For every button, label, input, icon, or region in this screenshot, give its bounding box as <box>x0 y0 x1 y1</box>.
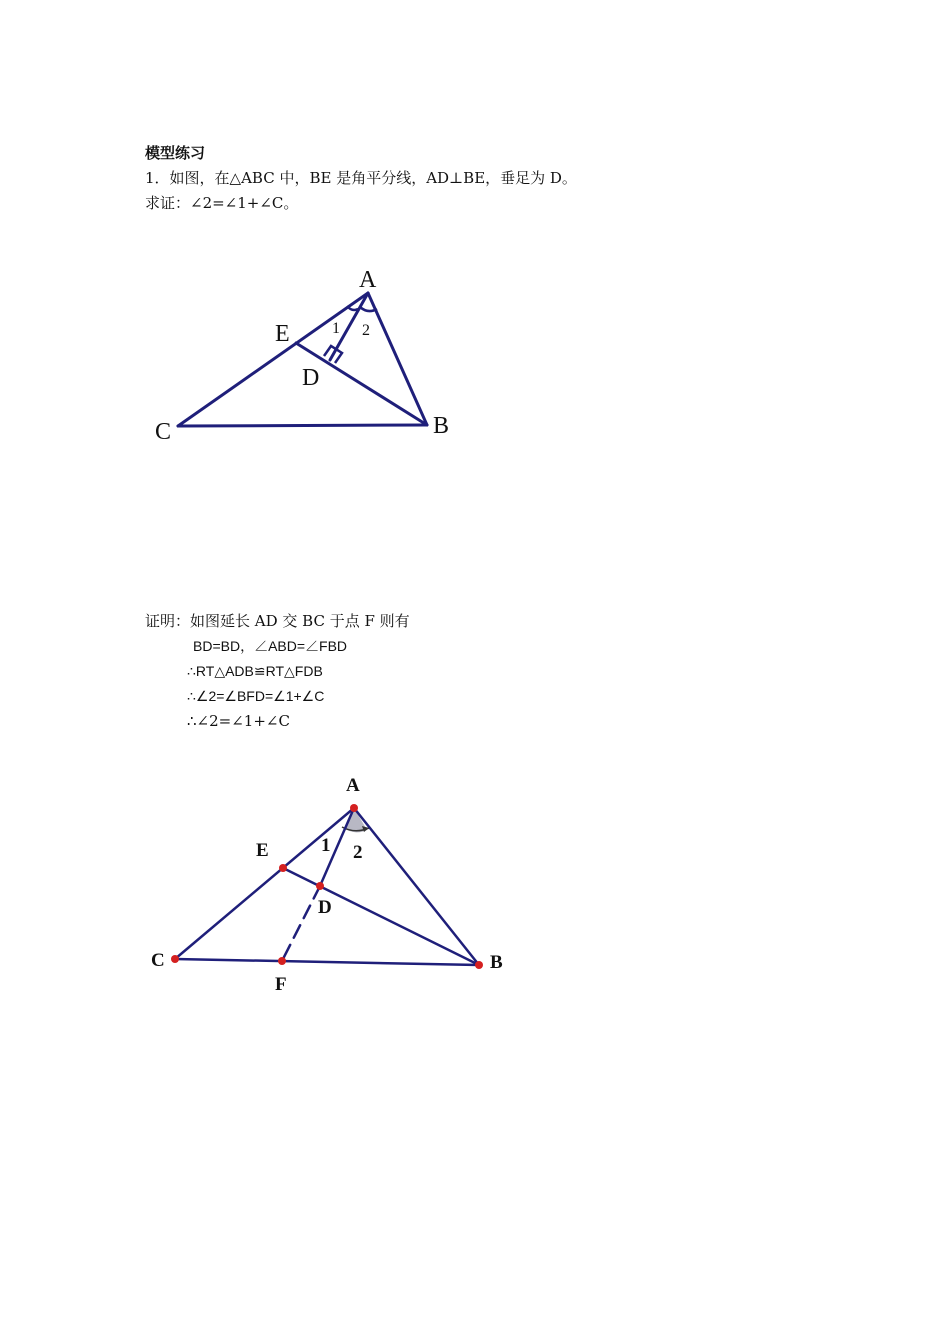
figure-1-lines <box>178 293 427 426</box>
segment-ca <box>175 808 354 959</box>
point-c <box>171 955 179 963</box>
point-f <box>278 957 286 965</box>
problem-statement: 1．如图，在△ABC 中，BE 是角平分线，AD⊥BE，垂足为 D。 <box>145 169 577 187</box>
segment-ab <box>354 808 479 965</box>
proof-step-1: BD=BD，∠ABD=∠FBD <box>193 638 348 654</box>
angle-label-1: 1 <box>321 835 331 856</box>
label-d: D <box>318 897 332 918</box>
label-a: A <box>346 775 360 796</box>
point-b <box>475 961 483 969</box>
segment-ad <box>330 293 368 360</box>
segment-cb <box>175 959 479 965</box>
segment-df-dashed <box>282 886 320 961</box>
angle-2-shaded-sector <box>344 808 367 832</box>
segment-eb <box>283 868 479 965</box>
proof-step-3: ∴∠2=∠BFD=∠1+∠C <box>187 688 325 704</box>
angle-2-arrow-arc <box>342 827 369 831</box>
point-d <box>316 882 324 890</box>
label-c: C <box>151 950 165 971</box>
label-c: C <box>155 419 172 445</box>
section-heading: 模型练习 <box>145 144 206 162</box>
label-b: B <box>490 952 503 973</box>
problem-goal: 求证：∠2=∠1+∠C。 <box>145 194 299 212</box>
point-e <box>279 864 287 872</box>
figure-2-points <box>171 804 483 969</box>
point-a <box>350 804 358 812</box>
segment-ad <box>320 808 354 886</box>
angle-label-2: 2 <box>362 322 370 339</box>
label-f: F <box>275 974 287 995</box>
angle-label-1: 1 <box>332 320 340 337</box>
angle-arc-1 <box>347 306 358 310</box>
label-e: E <box>275 321 290 347</box>
segment-ab <box>368 293 427 425</box>
segment-eb <box>296 343 427 425</box>
proof-conclusion: ∴∠2=∠1+∠C <box>187 712 290 730</box>
figure-1-marks <box>324 306 377 363</box>
angle-label-2: 2 <box>353 842 363 863</box>
segment-ca <box>178 293 368 426</box>
segment-cb <box>178 425 427 426</box>
label-a: A <box>359 267 377 293</box>
angle-2-arrowhead <box>362 826 369 832</box>
proof-step-2: ∴RT△ADB≌RT△FDB <box>187 663 323 679</box>
proof-intro: 证明：如图延长 AD 交 BC 于点 F 则有 <box>145 612 410 630</box>
angle-arc-2 <box>360 307 377 311</box>
label-e: E <box>256 840 269 861</box>
label-b: B <box>433 413 450 439</box>
figure-2-lines <box>175 808 479 965</box>
right-angle-mark <box>324 346 342 363</box>
label-d: D <box>302 365 320 391</box>
